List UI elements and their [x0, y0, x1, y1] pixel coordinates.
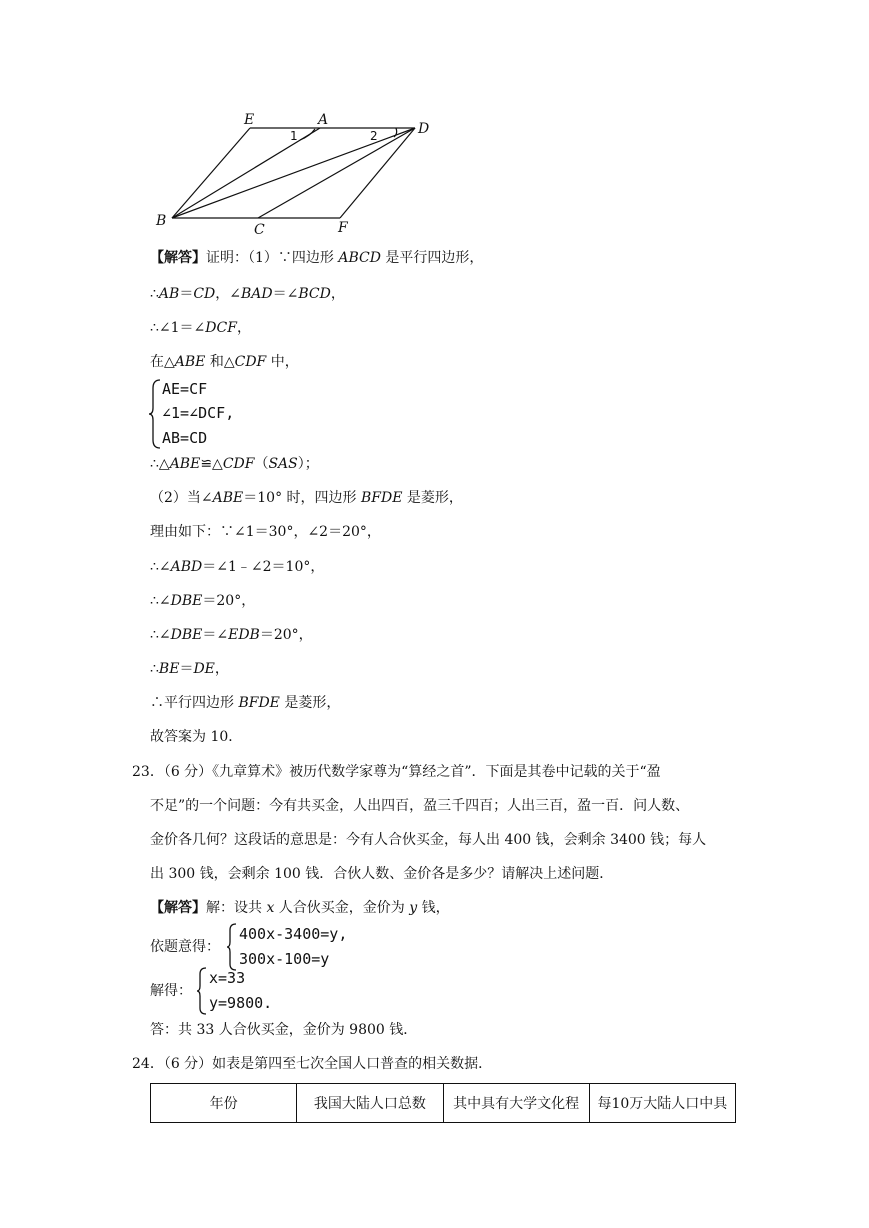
- q22-line-13: 故答案为 10．: [150, 729, 243, 745]
- edge-BE: [172, 128, 250, 218]
- solution-y: y=9800.: [209, 994, 273, 1012]
- system-line-3: AB=CD: [162, 429, 208, 447]
- q22-line-10: ∴∠DBE＝∠EDB＝20°，: [150, 627, 313, 643]
- answer-tag: 【解答】: [150, 900, 206, 916]
- q23-question-line-1: 23．（6 分）《九章算术》被历代数学家尊为“算经之首”．下面是其卷中记载的关于“盈: [132, 764, 661, 780]
- q22-line-11: ∴BE＝DE，: [150, 661, 229, 677]
- q22-line-5: ∴△ABE≌△CDF（SAS）；: [150, 456, 319, 472]
- parallelogram-figure: [150, 108, 450, 238]
- q22-line-6: （2）当∠ABE＝10° 时，四边形 BFDE 是菱形，: [150, 490, 463, 506]
- q23-answer-line-1: 【解答】解：设共 x 人合伙买金，金价为 y 钱，: [150, 900, 450, 916]
- label-D: D: [418, 121, 430, 137]
- q22-line-4: 在△ABE 和△CDF 中，: [150, 354, 299, 370]
- q23-final-answer: 答：共 33 人合伙买金，金价为 9800 钱．: [150, 1022, 418, 1038]
- q23-solve-label: 解得：: [150, 983, 192, 999]
- equation-1: 400x-3400=y,: [239, 925, 348, 943]
- q22-line-12: ∴平行四边形 BFDE 是菱形，: [150, 695, 341, 711]
- q23-setup-label: 依题意得：: [150, 939, 220, 955]
- brace-icon: [226, 922, 238, 972]
- brace-icon: [196, 966, 208, 1016]
- q22-line-8: ∴∠ABD＝∠1﹣∠2＝10°，: [150, 559, 325, 575]
- q22-line-1: 【解答】证明：（1）∵四边形 ABCD 是平行四边形，: [150, 250, 484, 266]
- equation-2: 300x-100=y: [239, 950, 330, 968]
- table-header-row: [151, 1084, 736, 1123]
- census-table: [150, 1083, 736, 1123]
- label-E: E: [244, 112, 255, 128]
- table-header-cell: 我国大陆人口总数: [297, 1084, 443, 1123]
- q22-line-3: ∴∠1＝∠DCF，: [150, 320, 251, 336]
- q24-question-line-1: 24．（6 分）如表是第四至七次全国人口普查的相关数据．: [132, 1056, 493, 1072]
- brace-icon: [148, 378, 162, 450]
- answer-tag: 【解答】: [150, 250, 206, 266]
- edge-BA: [172, 128, 320, 218]
- solution-x: x=33: [209, 969, 246, 987]
- q23-question-line-3: 金价各几何？这段话的意思是：今有人合伙买金，每人出 400 钱，会剩余 3400 钱；每人: [150, 832, 707, 848]
- system-line-1: AE=CF: [162, 380, 208, 398]
- congruence-system: [148, 378, 308, 450]
- q23-question-line-2: 不足”的一个问题：今有共买金，人出四百，盈三千四百；人出三百，盈一百．问人数、: [150, 798, 690, 814]
- table-header-cell: 其中具有大学文化程: [443, 1084, 589, 1123]
- table-header-cell: 年份: [151, 1084, 297, 1123]
- label-A: A: [318, 112, 329, 128]
- label-angle-2: 2: [370, 129, 378, 143]
- q23-question-line-4: 出 300 钱，会剩余 100 钱．合伙人数、金价各是多少？请解决上述问题．: [150, 866, 614, 882]
- label-angle-1: 1: [290, 129, 298, 143]
- q22-line-2: ∴AB＝CD，∠BAD＝∠BCD，: [150, 286, 345, 302]
- solution-system: [196, 966, 316, 1016]
- equation-system: [226, 922, 386, 972]
- table-header-cell: 每10万大陆人口中具: [589, 1084, 735, 1123]
- q22-line-9: ∴∠DBE＝20°，: [150, 593, 256, 609]
- label-F: F: [338, 220, 348, 236]
- q22-line-7: 理由如下：∵∠1＝30°，∠2＝20°，: [150, 524, 381, 540]
- edge-CD: [258, 128, 415, 218]
- label-B: B: [156, 213, 167, 229]
- system-line-2: ∠1=∠DCF,: [162, 404, 235, 422]
- label-C: C: [254, 222, 265, 238]
